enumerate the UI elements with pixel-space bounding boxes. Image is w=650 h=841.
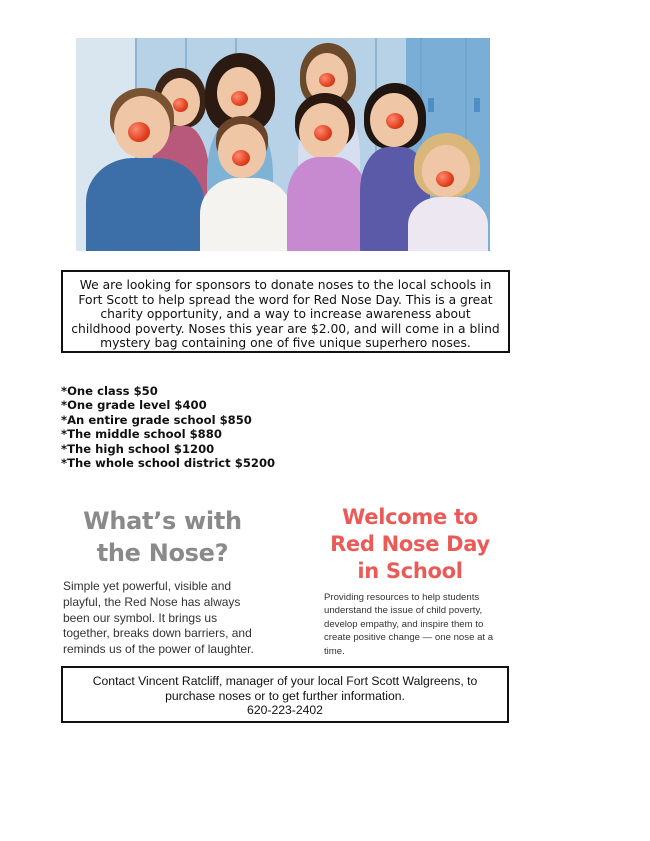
welcome-red-nose-day-heading <box>312 504 508 585</box>
whats-with-the-nose-heading <box>55 505 270 569</box>
heading-line: What’s with <box>83 507 242 535</box>
intro-text: We are looking for sponsors to donate noses to the local schools in Fort Scott to help spread the word for Red Nose Day. This is a great charity opportunity, and a way to increase awareness about childhood poverty. Noses this year are $2.00, and will come in a blind mystery bag containing one of five unique superhero noses. <box>71 278 500 351</box>
heading-line: Red Nose Day <box>330 532 490 556</box>
price-item: *The middle school $880 <box>61 427 222 442</box>
heading-line: Welcome to <box>342 505 478 529</box>
child-figure <box>406 133 490 251</box>
contact-text: Contact Vincent Ratcliff, manager of your local Fort Scott Walgreens, to purchase noses or to get further information. <box>92 674 478 703</box>
price-item: *An entire grade school $850 <box>61 412 252 427</box>
heading-line: the Nose? <box>96 539 229 567</box>
intro-box <box>61 270 510 353</box>
price-item: *One grade level $400 <box>61 398 207 413</box>
price-item: *The high school $1200 <box>61 441 215 456</box>
school-program-description: Providing resources to help students understand the issue of child poverty, develop empathy, and inspire them to create positive change — one nose at a time. <box>324 592 494 657</box>
child-figure <box>86 88 206 251</box>
nose-description: Simple yet powerful, visible and playful, the Red Nose has always been our symbol. It brings us together, breaks down barriers, and reminds us of the power of laughter. <box>63 579 254 657</box>
price-item: *One class $50 <box>61 384 158 398</box>
price-item: *The whole school district $5200 <box>61 456 276 471</box>
sponsorship-price-list <box>61 384 275 470</box>
heading-line: in School <box>357 559 463 583</box>
contact-box <box>61 666 509 723</box>
children-red-nose-photo <box>76 38 490 251</box>
contact-phone: 620-223-2402 <box>247 703 323 717</box>
